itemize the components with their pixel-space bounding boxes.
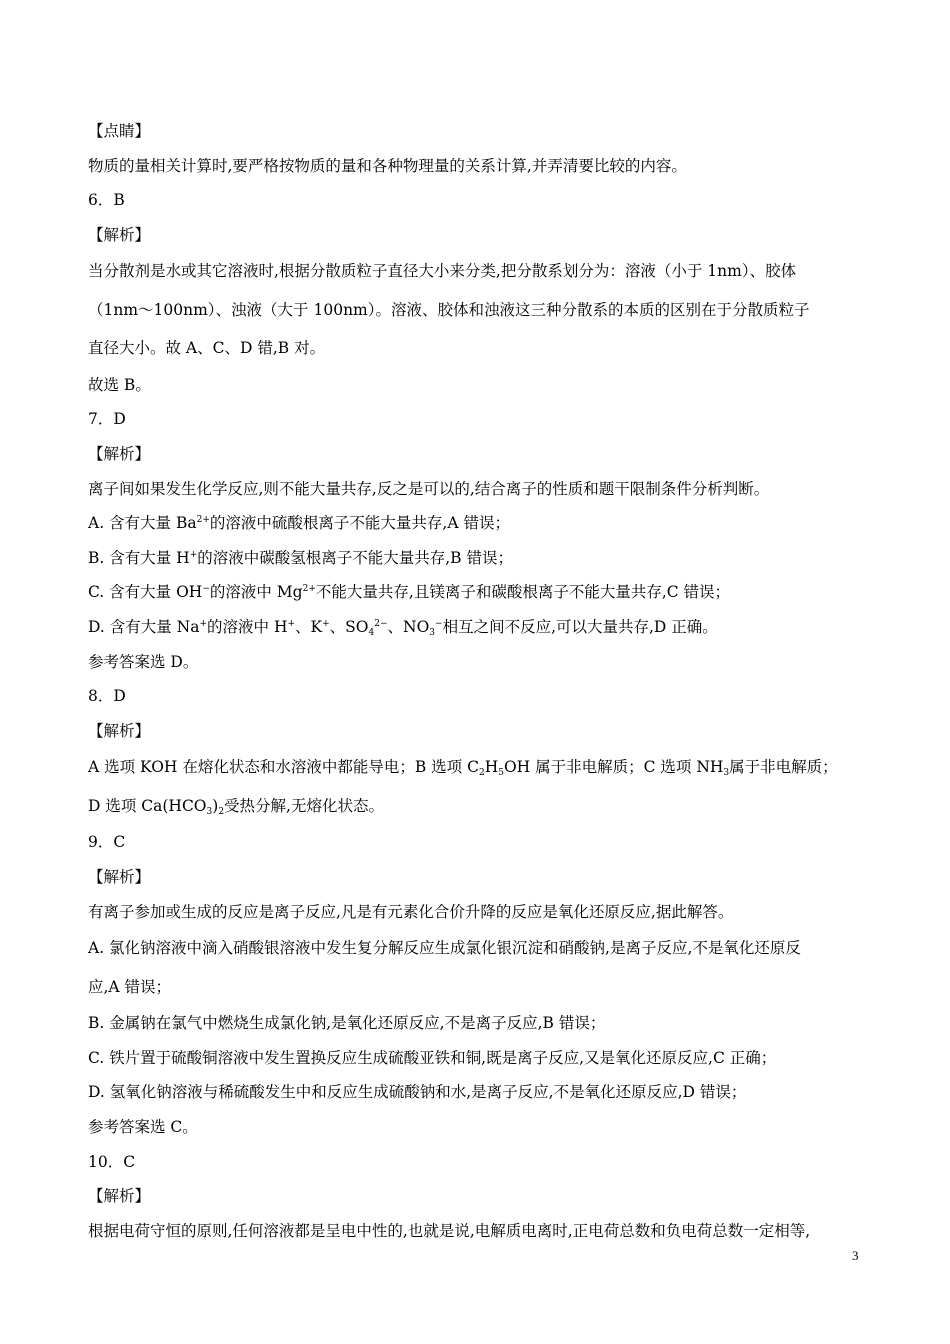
option-line — [88, 610, 863, 645]
text-run: 受热分解,无熔化状态。 — [224, 796, 384, 815]
superscript: 2− — [374, 619, 388, 630]
answer-number: 9．C — [88, 833, 126, 852]
superscript: 2+ — [302, 584, 316, 595]
superscript: + — [189, 549, 198, 560]
text-run: 的溶液中 Mg — [209, 583, 303, 602]
answer-number: 8．D — [88, 687, 126, 706]
subscript: 3 — [723, 768, 730, 779]
paragraph — [88, 787, 863, 826]
text-run: D 选项 Ca(HCO — [88, 796, 207, 815]
subscript: 3 — [429, 628, 436, 639]
text-run: 的溶液中 H — [207, 618, 288, 637]
section-heading-jiexi: 【解析】 — [88, 225, 151, 244]
paragraph: （1nm～100nm）、浊液（大于 100nm）。溶液、胶体和浊液这三种分散系的本质的区别在于分散质粒子 — [88, 300, 810, 319]
superscript: + — [199, 619, 208, 630]
text-run: 、SO — [329, 618, 369, 637]
text-run: 、NO — [387, 618, 430, 637]
option-line — [88, 541, 863, 576]
option-line: D. 氢氧化钠溶液与稀硫酸发生中和反应生成硫酸钠和水,是离子反应,不是氧化还原反应,D 错误； — [88, 1083, 747, 1102]
paragraph: 参考答案选 D。 — [88, 652, 199, 671]
paragraph: 参考答案选 C。 — [88, 1117, 198, 1136]
text-run: H — [484, 758, 499, 777]
section-heading-jiexi: 【解析】 — [88, 868, 151, 886]
text-run: A. 含有大量 Ba — [88, 514, 197, 533]
paragraph: 有离子参加或生成的反应是离子反应,凡是有元素化合价升降的反应是氧化还原反应,据此解答。 — [88, 902, 734, 921]
answer-number: 6．B — [88, 191, 125, 210]
subscript: 2 — [478, 768, 485, 779]
answer-number: 10．C — [88, 1152, 136, 1171]
section-heading-jiexi: 【解析】 — [88, 1187, 151, 1206]
section-heading-jiexi: 【解析】 — [88, 445, 151, 464]
paragraph — [88, 748, 863, 787]
text-run: 的溶液中碳酸氢根离子不能大量共存,B 错误； — [197, 548, 513, 567]
paragraph: 当分散剂是水或其它溶液时,根据分散质粒子直径大小来分类,把分散系划分为：溶液（小于 1nm）、胶体 — [88, 262, 797, 281]
text-run: 、K — [295, 618, 323, 637]
superscript: − — [435, 619, 443, 630]
text-run: 的溶液中硫酸根离子不能大量共存,A 错误； — [209, 514, 510, 533]
superscript: + — [287, 619, 296, 630]
paragraph: 离子间如果发生化学反应,则不能大量共存,反之是可以的,结合离子的性质和题干限制条件分析判断。 — [88, 479, 770, 498]
text-run: A 选项 KOH 在熔化状态和水溶液中都能导电；B 选项 C — [88, 758, 479, 777]
option-line: B. 金属钠在氯气中燃烧生成氯化钠,是氧化还原反应,不是离子反应,B 错误； — [88, 1014, 606, 1033]
text-run: 相互之间不反应,可以大量共存,D 正确。 — [442, 618, 718, 637]
paragraph: 物质的量相关计算时,要严格按物质的量和各种物理量的关系计算,并弄清要比较的内容。 — [88, 156, 687, 175]
option-line: A. 氯化钠溶液中滴入硝酸银溶液中发生复分解反应生成氯化银沉淀和硝酸钠,是离子反应,不是氧化还原反 — [88, 939, 801, 958]
subscript: 5 — [498, 768, 504, 779]
section-heading-dianjing: 【点睛】 — [88, 122, 151, 140]
text-run: 属于非电解质； — [729, 758, 838, 777]
superscript: 2+ — [196, 515, 210, 526]
paragraph: 故选 B。 — [88, 375, 151, 394]
option-line: C. 铁片置于硫酸铜溶液中发生置换反应生成硫酸亚铁和铜,既是离子反应,又是氧化还原反应,C 正确； — [88, 1048, 777, 1067]
option-line — [88, 506, 863, 541]
text-run: D. 含有大量 Na — [88, 618, 200, 637]
answer-number: 7．D — [88, 410, 126, 429]
section-heading-jiexi: 【解析】 — [88, 721, 151, 740]
text-run: B. 含有大量 H — [88, 548, 190, 567]
subscript: 3 — [206, 806, 213, 817]
option-line — [88, 575, 863, 610]
page-content — [88, 114, 863, 1248]
text-run: 不能大量共存,且镁离子和碳酸根离子不能大量共存,C 错误； — [315, 583, 731, 602]
subscript: 4 — [368, 628, 375, 639]
text-run: ) — [212, 796, 219, 815]
text-run: C. 含有大量 OH — [88, 583, 203, 602]
paragraph: 根据电荷守恒的原则,任何溶液都是呈电中性的,也就是说,电解质电离时,正电荷总数和负电荷总数一定相等, — [88, 1221, 811, 1240]
superscript: + — [322, 619, 330, 630]
paragraph: 直径大小。故 A、C、D 错,B 对。 — [88, 339, 326, 358]
page-number: 3 — [852, 1248, 859, 1263]
subscript: 2 — [218, 806, 225, 817]
superscript: − — [202, 584, 210, 595]
text-run: OH 属于非电解质；C 选项 NH — [503, 758, 724, 777]
option-line: 应,A 错误； — [88, 977, 172, 996]
